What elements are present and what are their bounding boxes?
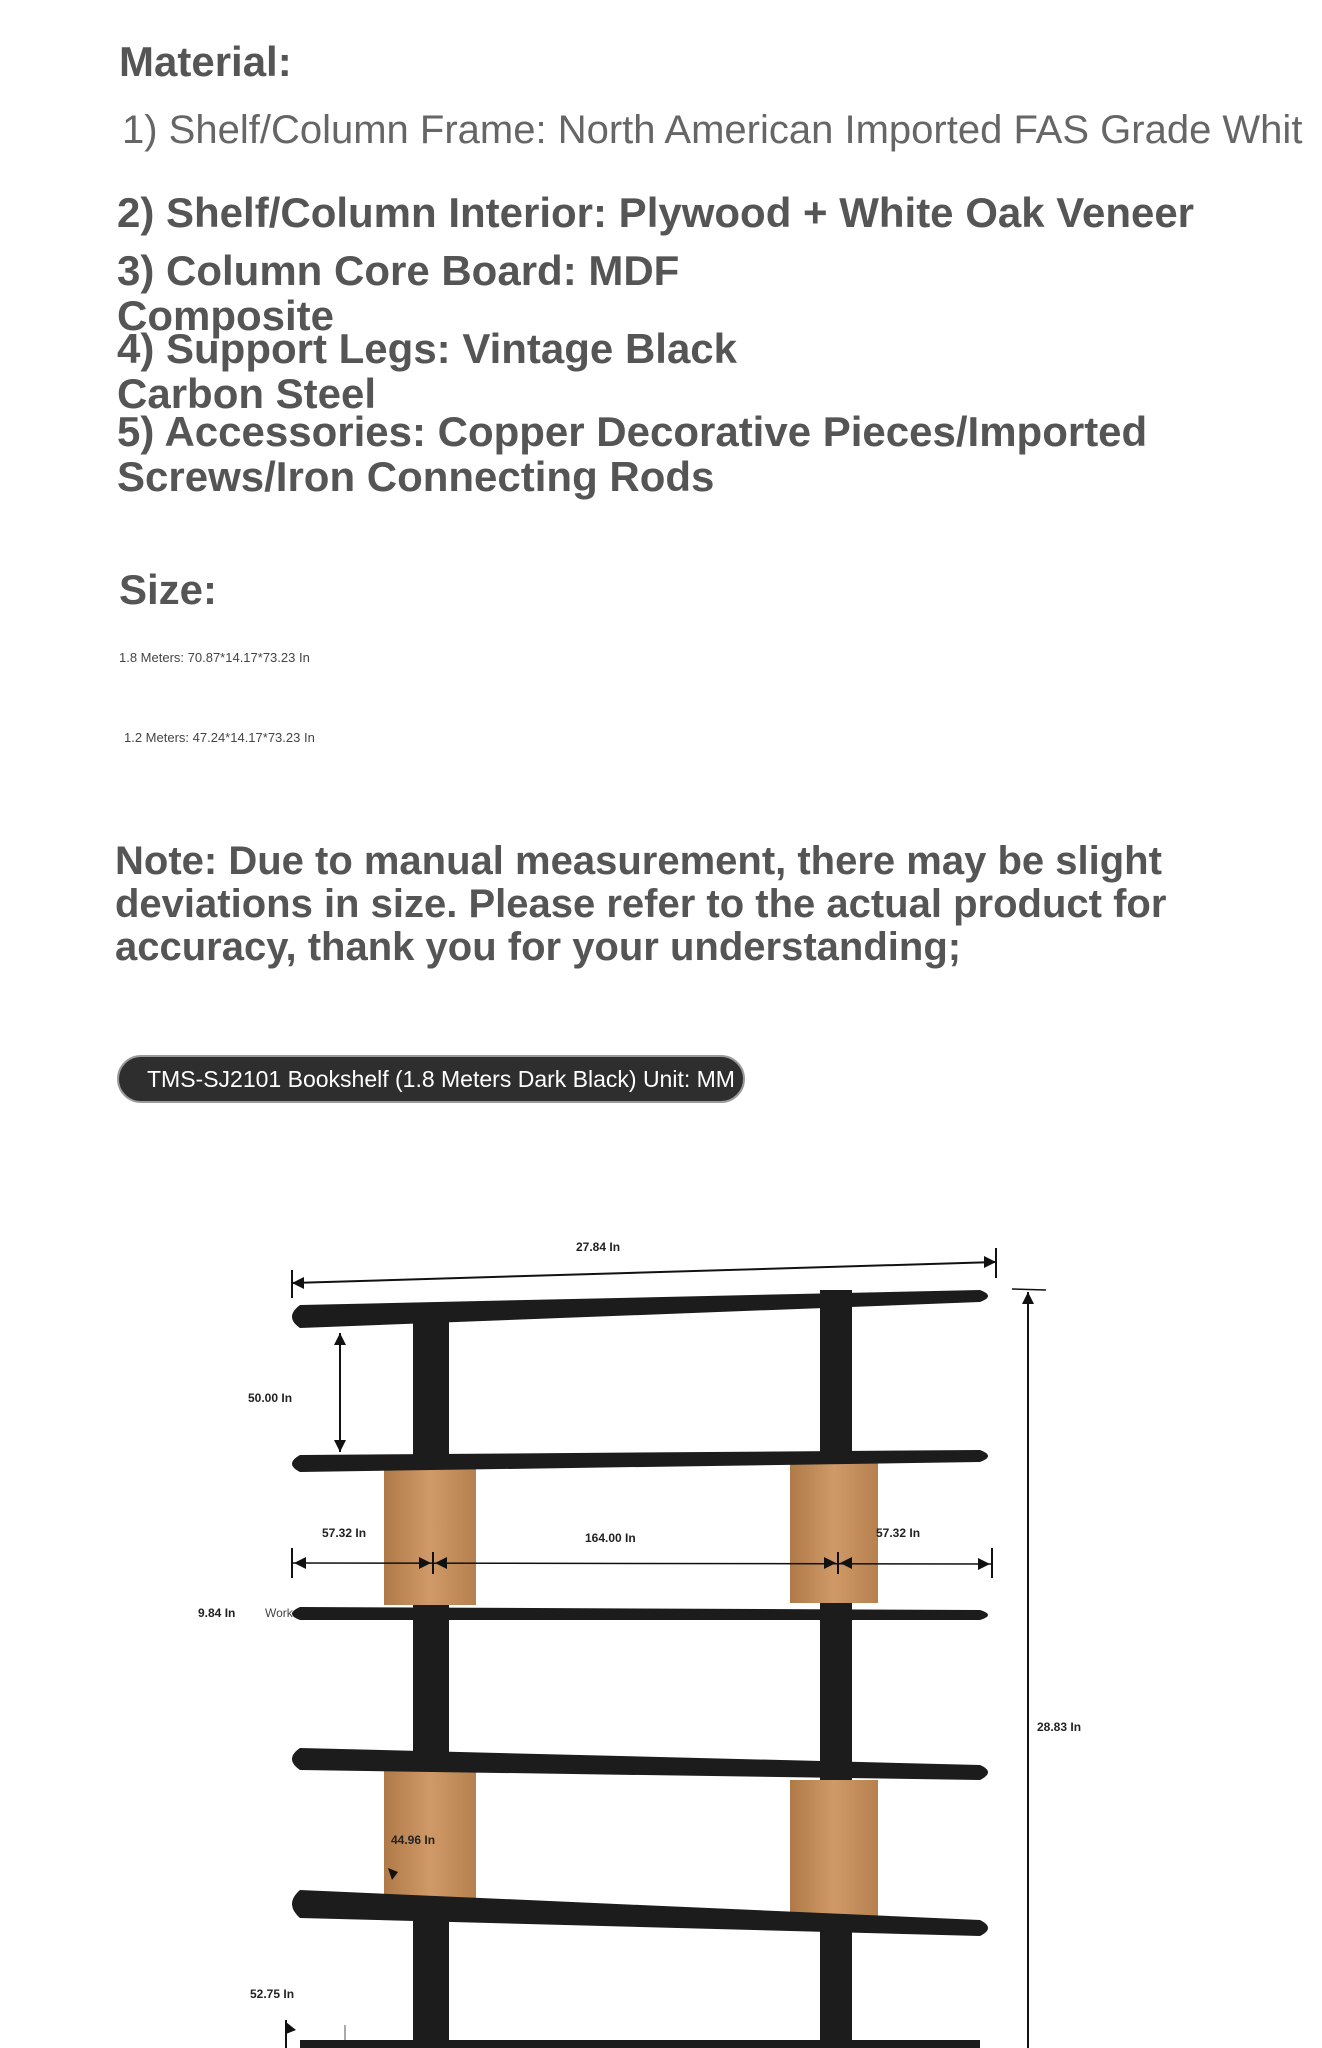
shelf-6 xyxy=(300,2040,980,2048)
dim-side-left-label: 57.32 In xyxy=(322,1526,367,1540)
dim-column-label: 44.96 In xyxy=(391,1833,436,1847)
dim-height-tick-top xyxy=(1012,1289,1046,1290)
dim-top-width-arrow-left xyxy=(292,1277,304,1289)
dim-depth-label: 9.84 In xyxy=(198,1606,236,1620)
wood-column-right-upper xyxy=(790,1460,878,1603)
material-line-4b: Carbon Steel xyxy=(117,370,377,417)
material-line-3: 3) Column Core Board: MDF xyxy=(117,247,680,294)
product-label-text: TMS-SJ2101 Bookshelf (1.8 Meters Dark Black) Unit: MM xyxy=(147,1066,735,1092)
dim-middle-row-line xyxy=(292,1563,992,1564)
note-line-3: accuracy, thank you for your understanding; xyxy=(115,925,962,969)
material-line-5b: Screws/Iron Connecting Rods xyxy=(117,453,715,500)
dim-top-width-line xyxy=(292,1262,996,1283)
left-post xyxy=(413,1310,449,2048)
dim-shelf-gap-arrow-top xyxy=(334,1333,346,1345)
size-heading: Size: xyxy=(119,566,218,613)
dim-middle-label: 164.00 In xyxy=(585,1531,636,1545)
shelf-1 xyxy=(292,1290,988,1328)
dim-height-arrow-top xyxy=(1022,1292,1034,1304)
dim-side-right-label: 57.32 In xyxy=(876,1526,921,1540)
shelf-5 xyxy=(292,1890,988,1936)
dim-shelf-gap-label: 50.00 In xyxy=(248,1391,293,1405)
product-label-badge xyxy=(117,1055,745,1103)
dim-middle-arrow-1 xyxy=(294,1557,306,1569)
material-line-3b: Composite xyxy=(117,292,335,339)
material-heading: Material: xyxy=(119,38,292,85)
size-option-1-8m: 1.8 Meters: 70.87*14.17*73.23 In xyxy=(119,650,310,665)
material-line-5: 5) Accessories: Copper Decorative Pieces/Imported xyxy=(117,408,1148,455)
size-option-1-2m: 1.2 Meters: 47.24*14.17*73.23 In xyxy=(124,730,315,745)
shelf-2 xyxy=(292,1450,988,1472)
wood-column-right-lower xyxy=(790,1780,878,1925)
dim-height-label: 28.83 In xyxy=(1037,1720,1082,1734)
dim-shelf-gap-arrow-bottom xyxy=(334,1440,346,1452)
material-line-1: 1) Shelf/Column Frame: North American Imported FAS Grade Whit xyxy=(122,108,1303,152)
wood-column-left-upper xyxy=(384,1465,476,1605)
shelf-3 xyxy=(292,1607,988,1620)
dim-work-label: Work xyxy=(265,1606,293,1620)
dim-bottom-label: 52.75 In xyxy=(250,1987,295,2001)
dim-top-width-arrow-right xyxy=(984,1256,996,1268)
dim-top-width-label: 27.84 In xyxy=(576,1240,621,1254)
dim-bottom-arrow xyxy=(286,2022,296,2034)
material-line-2: 2) Shelf/Column Interior: Plywood + White Oak Veneer xyxy=(117,189,1195,236)
note-line-1: Note: Due to manual measurement, there may be slight xyxy=(115,839,1162,883)
note-line-2: deviations in size. Please refer to the actual product for xyxy=(115,882,1167,926)
right-post xyxy=(820,1290,852,2048)
material-line-4: 4) Support Legs: Vintage Black xyxy=(117,325,738,372)
dim-middle-arrow-6 xyxy=(978,1558,990,1570)
